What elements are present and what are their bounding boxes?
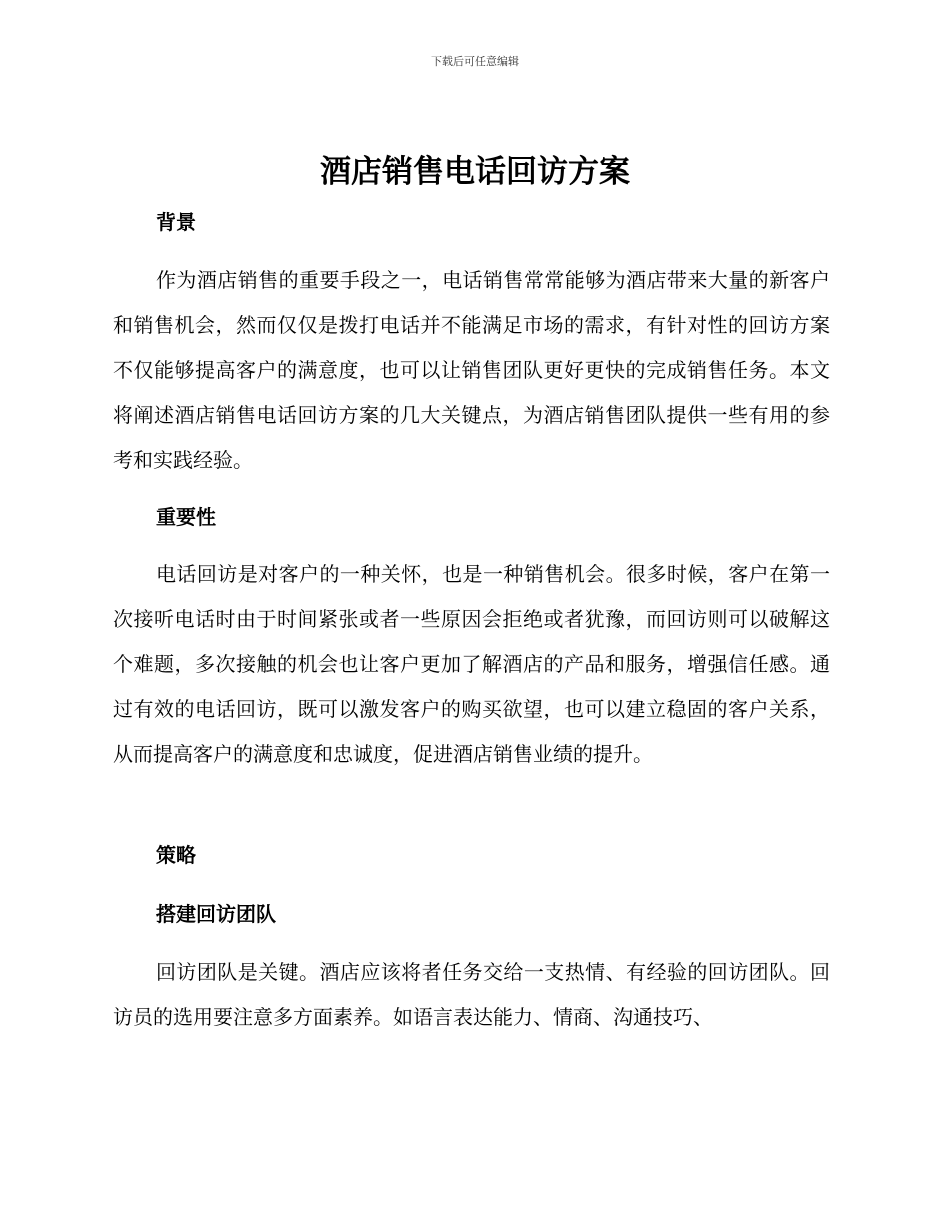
section-paragraph-importance: 电话回访是对客户的一种关怀，也是一种销售机会。很多时候，客户在第一次接听电话时由于时间紧张或者一些原因会拒绝或者犹豫，而回访则可以破解这个难题，多次接触的机会也让客户更加了解酒店的产品和服务，增强信任感。通过有效的电话回访，既可以激发客户的购买欲望，也可以建立稳固的客户关系，从而提高客户的满意度和忠诚度，促进酒店销售业绩的提升。 (113, 562, 830, 766)
section-paragraph-build-team: 回访团队是关键。酒店应该将者任务交给一支热情、有经验的回访团队。回访员的选用要注意多方面素养。如语言表达能力、情商、沟通技巧、 (113, 960, 830, 1029)
section-heading-strategy: 策略 (156, 843, 196, 867)
section-paragraph-background: 作为酒店销售的重要手段之一，电话销售常常能够为酒店带来大量的新客户和销售机会，然而仅仅是拨打电话并不能满足市场的需求，有针对性的回访方案不仅能够提高客户的满意度，也可以让销售团队更好更快的完成销售任务。本文将阐述酒店销售电话回访方案的几大关键点，为酒店销售团队提供一些有用的参考和实践经验。 (113, 268, 830, 472)
section-heading-build-team: 搭建回访团队 (156, 902, 276, 926)
page-header-note: 下载后可任意编辑 (431, 55, 519, 68)
section-heading-background: 背景 (156, 210, 196, 234)
document-title: 酒店销售电话回访方案 (320, 154, 630, 190)
section-heading-importance: 重要性 (156, 505, 216, 529)
